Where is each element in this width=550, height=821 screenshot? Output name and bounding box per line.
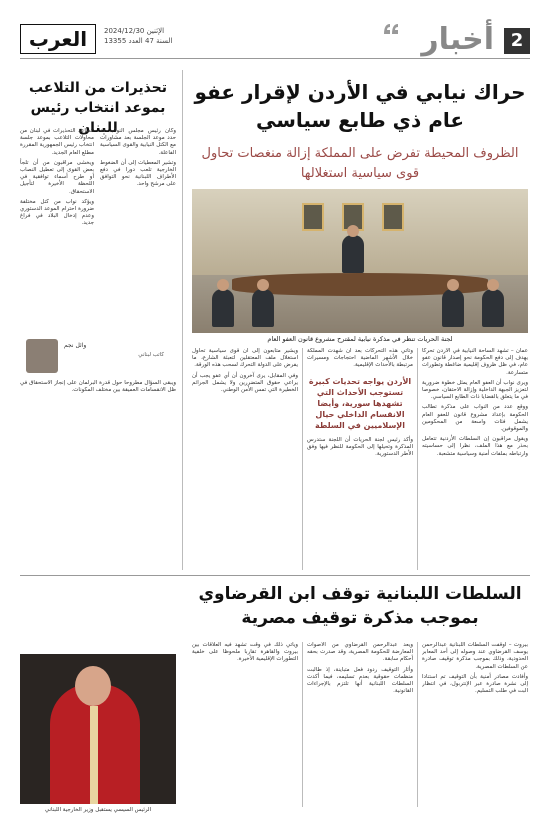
story2-headline: السلطات اللبنانية توقف ابن القرضاوي بموجب مذكرة توقيف مصرية xyxy=(198,584,522,628)
photo-portrait xyxy=(382,203,404,231)
author-box xyxy=(20,337,176,377)
paragraph: ويأتي ذلك في وقت تشهد فيه العلاقات بين بيروت والقاهرة تقاربا ملحوظا على خلفية التطورات الإقليمية الأخيرة. xyxy=(192,642,298,663)
column-divider xyxy=(417,348,418,570)
paragraph: عمان – تشهد الساحة النيابية في الأردن تحركا يهدف إلى دفع الحكومة نحو إصدار قانون عفو عام، في ظل ظروف إقليمية ضاغطة وتطورات متسارعة. xyxy=(422,348,528,376)
masthead-divider xyxy=(20,58,530,59)
story2-column-2 xyxy=(307,642,413,807)
side-headline: تحذيرات من التلاعب بموعد انتخاب رئيس للبنان xyxy=(28,80,168,136)
author-name: وائل نجم xyxy=(64,342,87,349)
side-column-2 xyxy=(100,128,176,333)
paragraph: وكان رئيس مجلس النواب قد حدد موعد الجلسة بعد مشاورات مع الكتل النيابية والقوى السياسية الفاعلة. xyxy=(100,128,176,156)
main-subhead: الظروف المحيطة تفرض على المملكة إزالة منغصات تحاول قوى سياسية استغلالها xyxy=(201,146,519,181)
paragraph: ووقع عدد من النواب على مذكرة تطالب الحكومة بإعداد مشروع قانون للعفو العام يشمل فئات واسعة من المحكومين والموقوفين. xyxy=(422,404,528,433)
main-photo-caption: لجنة الحريات تنظر في مذكرة نيابية لمقترح مشروع قانون العفو العام xyxy=(267,335,453,343)
story2-column-3 xyxy=(192,642,298,807)
photo-person xyxy=(342,235,364,273)
paragraph: بيروت – أوقفت السلطات اللبنانية عبدالرحمن يوسف القرضاوي عند وصوله إلى أحد المعابر الحدودية، وذلك بموجب مذكرة توقيف صادرة عن السلطات المصرية. xyxy=(422,642,528,670)
section-title: أخبار xyxy=(421,22,494,57)
paragraph: وأثار التوقيف ردود فعل متباينة، إذ طالبت منظمات حقوقية بعدم تسليمه، فيما أكدت السلطات اللبنانية أنها تلتزم بالإجراءات القانونية. xyxy=(307,666,413,695)
column-divider xyxy=(302,348,303,570)
story-divider xyxy=(20,575,530,576)
main-headline: حراك نيابي في الأردن لإقرار عفو عام ذي طابع سياسي xyxy=(194,80,526,132)
story2-photo-caption: الرئيس السيسي يستقبل وزير الخارجية اللبناني xyxy=(44,807,152,813)
side-column-3 xyxy=(20,380,176,570)
side-column-1 xyxy=(20,128,94,333)
quote-mark-icon xyxy=(382,22,400,36)
paragraph: ويقول مراقبون إن السلطات الأردنية تتعامل بحذر مع هذا الملف، نظرا إلى حساسيته وارتباطه بملفات أمنية وسياسية متشعبة. xyxy=(422,436,528,457)
main-column-1 xyxy=(422,348,528,570)
pull-quote: الأردن يواجه تحديات كبيرة تستوجب الأحداث التي تشهدها سورية، وأيضا الانقسام الداخلي حيال الإسلاميين في السلطة xyxy=(308,376,412,430)
photo-head xyxy=(75,666,111,706)
photo-person xyxy=(212,289,234,327)
paragraph: ويشير متابعون إلى أن قوى سياسية تحاول استغلال ملف المعتقلين لتعبئة الشارع، ما يفرض على الدولة التحرك لسحب هذه الورقة. xyxy=(192,348,298,369)
photo-sash xyxy=(90,706,98,804)
paragraph: تتصاعد التحذيرات في لبنان من محاولات التلاعب بموعد جلسة انتخاب رئيس الجمهورية المقررة مطلع العام الجديد. xyxy=(20,128,94,156)
story2-photo xyxy=(20,654,176,804)
masthead xyxy=(20,8,530,58)
column-divider xyxy=(302,642,303,807)
paragraph: وأفادت مصادر أمنية بأن التوقيف تم استنادا إلى نشرة صادرة عبر الإنتربول، في انتظار البت في طلب التسليم. xyxy=(422,673,528,695)
photo-portrait xyxy=(302,203,324,231)
story2-column-1 xyxy=(422,642,528,807)
paragraph: ويعد عبدالرحمن القرضاوي من الأصوات المعارضة للحكومة المصرية، وقد صدرت بحقه أحكام سابقة. xyxy=(307,642,413,663)
column-divider xyxy=(417,642,418,807)
newspaper-logo xyxy=(20,24,96,54)
paragraph: ويبقى السؤال مطروحا حول قدرة البرلمان على إنجاز الاستحقاق في ظل الانقسامات العميقة بين مختلف المكونات. xyxy=(20,380,176,394)
issue-text: السنة 47 العدد 13355 xyxy=(104,37,173,45)
paragraph: ويؤكد نواب من كتل مختلفة ضرورة احترام الموعد الدستوري وعدم إدخال البلاد في فراغ جديد. xyxy=(20,198,94,227)
page-number: 2 xyxy=(504,28,530,54)
paragraph: ويرى نواب أن العفو العام يمثل خطوة ضرورية لتعزيز الجبهة الداخلية وإزالة الاحتقان، خصوصا في ما يتعلق بالقضايا ذات الطابع السياسي. xyxy=(422,379,528,401)
sidebar-divider xyxy=(182,70,183,570)
paragraph: وأكد رئيس لجنة الحريات أن اللجنة ستدرس المذكرة وتحيلها إلى الحكومة للنظر فيها وفق الأطر الدستورية. xyxy=(307,436,413,458)
paragraph: وتشير المعطيات إلى أن الضغوط الخارجية تلعب دورا في دفع الأطراف اللبنانية نحو التوافق على مرشح واحد. xyxy=(100,159,176,188)
author-avatar xyxy=(26,339,58,373)
photo-person xyxy=(482,289,504,327)
paragraph: وفي المقابل، يرى آخرون أن أي عفو يجب أن يراعي حقوق المتضررين ولا يشمل الجرائم الخطيرة التي تمس الأمن الوطني. xyxy=(192,372,298,394)
paragraph: ويخشى مراقبون من أن تلجأ بعض القوى إلى تعطيل النصاب أو طرح أسماء توافقية في اللحظة الأخيرة لتأجيل الاستحقاق. xyxy=(20,159,94,195)
paragraph: وتأتي هذه التحركات بعد أن شهدت المملكة خلال الأشهر الماضية احتجاجات ومسيرات مرتبطة بالأحداث الإقليمية. xyxy=(307,348,413,369)
author-role: كاتب لبناني xyxy=(138,352,164,358)
main-column-3 xyxy=(192,348,298,570)
date-text: الإثنين 2024/12/30 xyxy=(104,27,165,35)
photo-person xyxy=(442,289,464,327)
photo-person xyxy=(252,289,274,327)
main-photo xyxy=(192,189,528,333)
logo-text: العرب xyxy=(28,27,88,51)
dateline xyxy=(104,26,172,46)
main-column-2 xyxy=(307,348,413,570)
